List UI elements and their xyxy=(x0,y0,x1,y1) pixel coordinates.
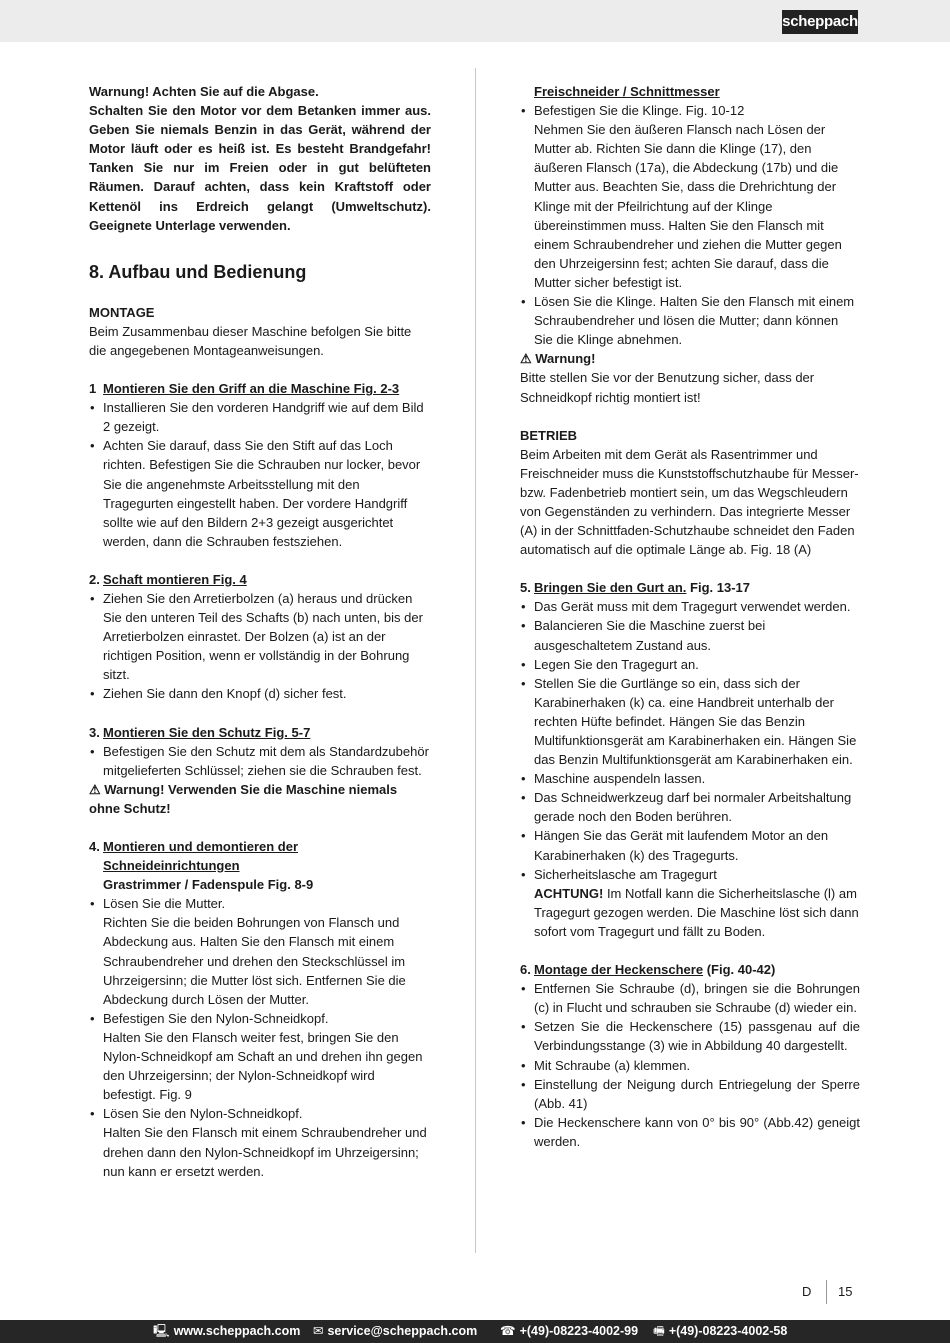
list-item: • Ziehen Sie den Arretierbolzen (a) heraus und drücken Sie den unteren Teil des Schafts (b) nach unten, bis der Arretierbolzen einrastet. Der Bolzen (a) ist an der richtigen Position, wenn er vollständig in der Bohrung sitzt. xyxy=(89,589,431,684)
list-item: • Sicherheitslasche am Tragegurt ACHTUNG! Im Notfall kann die Sicherheitslasche (l) am Tragegurt gezogen werden. Die Maschine löst sich dann sofort vom Tragegurt und fällt zu Boden. xyxy=(520,865,860,941)
list-item: • Stellen Sie die Gurtlänge so ein, dass sich der Karabinerhaken (k) ca. eine Handbreit unterhalb der rechten Hüfte befindet. Hängen Sie das Benzin Multifunktionsgerät am Karabinerhaken ein. Hängen Sie das Benzin Multifunktionsgerät am Karabinerhaken ein. xyxy=(520,674,860,769)
head-warning-text: Bitte stellen Sie vor der Benutzung sicher, dass der Schneidkopf richtig montiert ist! xyxy=(520,370,815,405)
list-item: • Setzen Sie die Heckenschere (15) passgenau auf die Verbindungsstange (3) wie in Abbildung 40 dargestellt. xyxy=(520,1017,860,1055)
step-2-list xyxy=(89,589,431,704)
step-1-list xyxy=(89,398,431,551)
list-item: • Achten Sie darauf, dass Sie den Stift auf das Loch richten. Befestigen Sie die Schrauben nur locker, bevor Sie die angenehmste Arbeitsstellung mit den Tragegurten eingestellt haben. Der vordere Handgriff sollte wie auf den Bildern 2+3 gezeigt ausgerichtet werden, dann die Schrauben festsziehen. xyxy=(89,436,431,551)
freischneider-list xyxy=(520,101,860,349)
freischneider-title: Freischneider / Schnittmesser xyxy=(534,84,720,99)
step-2-heading: 2. Schaft montieren Fig. 4 xyxy=(89,571,247,587)
fax-icon: 🖷 xyxy=(653,1324,665,1338)
step-3-heading: 3. Montieren Sie den Schutz Fig. 5-7 xyxy=(89,724,311,740)
list-item: • Befestigen Sie den Nylon-Schneidkopf. Halten Sie den Flansch weiter fest, bringen Sie den Nylon-Schneidkopf am Schaft an und drehen ihn gegen den Uhrzeigersinn; der Nylon-Schneidkopf wird befestigt. Fig. 9 xyxy=(89,1009,431,1104)
left-column xyxy=(89,82,431,1181)
betrieb-heading: BETRIEB xyxy=(520,427,578,443)
step-3-list xyxy=(89,742,431,780)
list-item: • Lösen Sie die Klinge. Halten Sie den Flansch mit einem Schraubendreher und lösen die Mutter; dann können Sie die Klinge abnehmen. xyxy=(520,292,860,349)
list-item: • Die Heckenschere kann von 0° bis 90° (Abb.42) geneigt werden. xyxy=(520,1113,860,1151)
montage-heading: MONTAGE xyxy=(89,304,155,320)
header-bar xyxy=(0,0,950,42)
list-item: • Entfernen Sie Schraube (d), bringen sie die Bohrungen (c) in Flucht und schrauben sie Schraube (d) wieder ein. xyxy=(520,979,860,1017)
right-column xyxy=(520,82,860,1151)
list-item: • Hängen Sie das Gerät mit laufendem Motor an den Karabinerhaken (k) des Tragegurts. xyxy=(520,826,860,864)
list-item: • Balancieren Sie die Maschine zuerst bei ausgeschaltetem Zustand aus. xyxy=(520,616,860,654)
fuel-warning-title: Warnung! Achten Sie auf die Abgase. xyxy=(89,84,319,99)
phone-icon: ☎ xyxy=(500,1324,516,1338)
montage-intro: Beim Zusammenbau dieser Maschine befolgen Sie bitte die angegebenen Montageanweisungen. xyxy=(89,323,412,358)
guard-warning: ⚠ Warnung! Verwenden Sie die Maschine niemals ohne Schutz! xyxy=(89,781,398,816)
language-code: D xyxy=(802,1284,812,1299)
footer-separator xyxy=(826,1280,827,1304)
list-item: • Ziehen Sie dann den Knopf (d) sicher fest. xyxy=(89,684,431,703)
list-item: • Lösen Sie die Mutter. Richten Sie die beiden Bohrungen von Flansch und Abdeckung aus. Halten Sie den Flansch mit einem Schraubendreher und drehen den Steckschlüssel im Uhrzeigersinn; die Mutter löst sich. Entfernen Sie die Abdeckung durch Lösen der Mutter. xyxy=(89,894,431,1009)
list-item: • Einstellung der Neigung durch Entriegelung der Sperre (Abb. 41) xyxy=(520,1075,860,1113)
contact-bar xyxy=(0,1320,950,1343)
step-4-subtitle: Grastrimmer / Fadenspule Fig. 8-9 xyxy=(103,877,314,893)
step-4-list xyxy=(89,894,431,1180)
list-item: • Mit Schraube (a) klemmen. xyxy=(520,1056,860,1075)
list-item: • Befestigen Sie den Schutz mit dem als Standardzubehör mitgelieferten Schlüssel; ziehen sie die Schrauben fest. xyxy=(89,742,431,780)
list-item: • Lösen Sie den Nylon-Schneidkopf. Halten Sie den Flansch mit einem Schraubendreher und drehen dann den Nylon-Schneidkopf im Uhrzeigersinn; nun kann er ersetzt werden. xyxy=(89,1104,431,1180)
phone-number: ☎ +(49)-08223-4002-99 xyxy=(500,1324,639,1338)
computer-icon: 🖳 xyxy=(153,1324,170,1338)
fax-number: 🖷 +(49)-08223-4002-58 xyxy=(653,1324,788,1338)
step-1-heading: 1 Montieren Sie den Griff an die Maschine Fig. 2-3 xyxy=(89,381,400,397)
step-5-heading: 5. Bringen Sie den Gurt an. Fig. 13-17 xyxy=(520,580,751,596)
list-item: • Befestigen Sie die Klinge. Fig. 10-12 Nehmen Sie den äußeren Flansch nach Lösen der Mutter ab. Richten Sie dann die Klinge (17), den äußeren Flansch (17a), die Abdeckung (17b) und die Mutter aus. Beachten Sie, dass die Drehrichtung der Klinge mit der Pfeilrichtung auf der Klinge übereinstimmen muss. Halten Sie den Flansch mit einem Schraubendreher und ziehen die Mutter gegen den Uhrzeigersinn fest; achten Sie darauf, dass die Mutter sicher befestigt ist. xyxy=(520,101,860,292)
column-divider xyxy=(475,68,476,1253)
step-5-list xyxy=(520,597,860,941)
step-4-heading: 4. Montieren und demontieren der Schneideinrichtungen xyxy=(89,839,299,874)
betrieb-text: Beim Arbeiten mit dem Gerät als Rasentrimmer und Freischneider muss die Kunststoffschutzhaube für Messer- bzw. Fadenbetrieb montiert sein, um das Wegschleudern von Gegenständen zu verhindern. Das integrierte Messer (A) in der Schnittfaden-Schutzhaube schneidet den Faden automatisch auf die optimale Länge ab. Fig. 18 (A) xyxy=(520,446,859,558)
section-title: 8. Aufbau und Bedienung xyxy=(89,261,307,282)
list-item: • Das Gerät muss mit dem Tragegurt verwendet werden. xyxy=(520,597,860,616)
mail-icon: ✉ xyxy=(313,1324,324,1338)
step-6-heading: 6. Montage der Heckenschere (Fig. 40-42) xyxy=(520,962,776,978)
list-item: • Maschine auspendeln lassen. xyxy=(520,769,860,788)
page-number: 15 xyxy=(838,1284,853,1299)
list-item: • Installieren Sie den vorderen Handgriff wie auf dem Bild 2 gezeigt. xyxy=(89,398,431,436)
step-6-list xyxy=(520,979,860,1151)
email-link[interactable]: ✉ service@scheppach.com xyxy=(313,1324,478,1338)
brand-logo: scheppach xyxy=(782,10,858,34)
list-item: • Legen Sie den Tragegurt an. xyxy=(520,655,860,674)
head-warning-title: ⚠ Warnung! xyxy=(520,351,596,367)
fuel-warning-text: Schalten Sie den Motor vor dem Betanken immer aus. Geben Sie niemals Benzin in das Gerät, während der Motor läuft oder es heiß ist. Es besteht Brandgefahr! Tanken Sie nur im Freien oder in gut belüfteten Räumen. Darauf achten, dass kein Kraftstoff oder Kettenöl ins Erdreich gelangt (Umweltschutz). Geeignete Unterlage verwenden. xyxy=(89,103,431,233)
list-item: • Das Schneidwerkzeug darf bei normaler Arbeitshaltung gerade noch den Boden berühren. xyxy=(520,788,860,826)
website-link[interactable]: 🖳 www.scheppach.com xyxy=(153,1324,301,1338)
